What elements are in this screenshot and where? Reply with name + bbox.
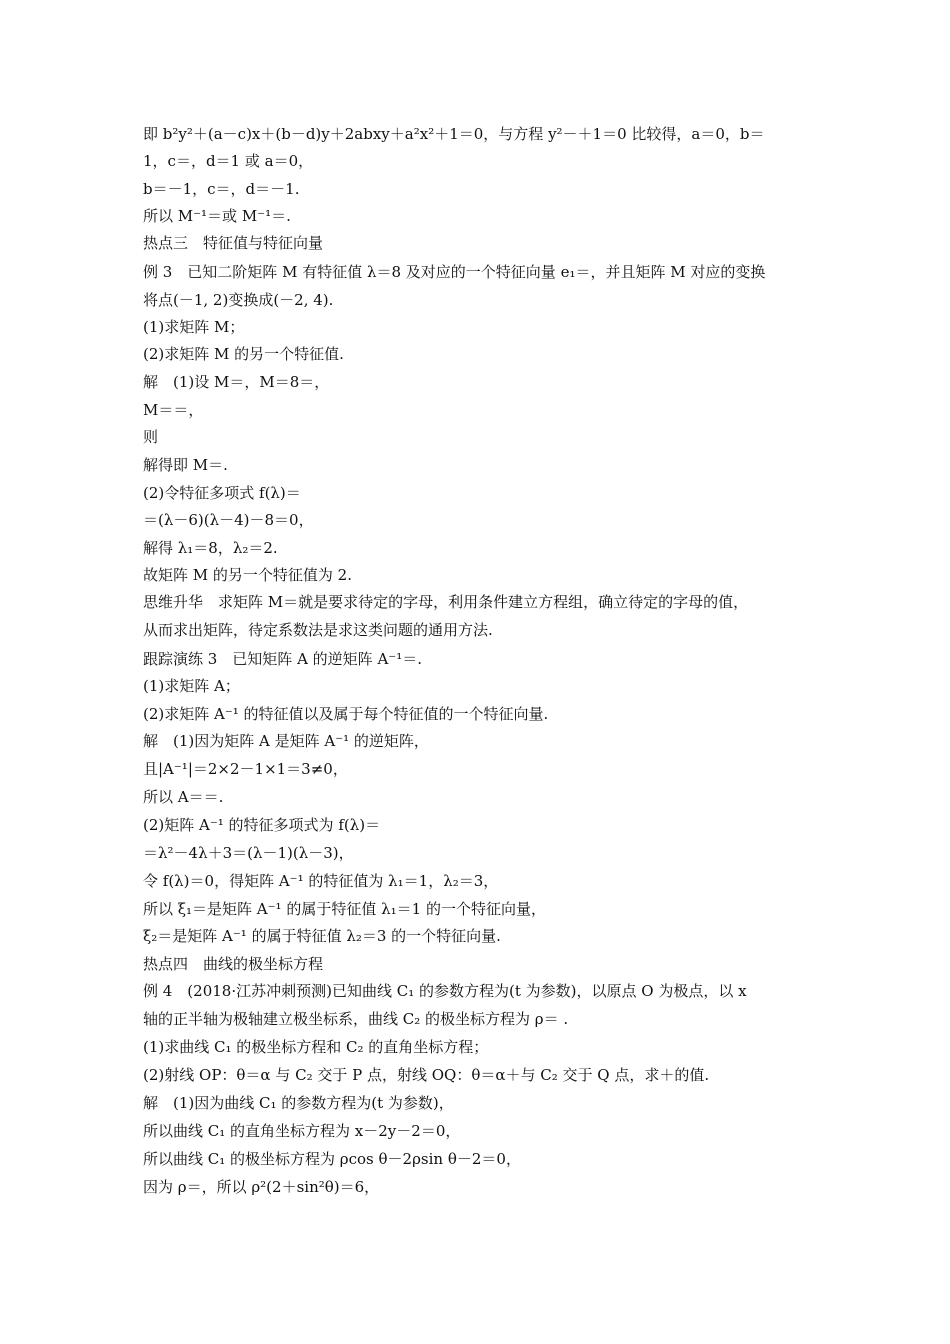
text-line: (2)求矩阵 M 的另一个特征值. <box>143 345 344 363</box>
text-line: 将点(－1, 2)变换成(－2, 4). <box>143 291 334 309</box>
text-line: 轴的正半轴为极轴建立极坐标系，曲线 C₂ 的极坐标方程为 ρ＝ . <box>143 1010 569 1028</box>
text-line: 故矩阵 M 的另一个特征值为 2. <box>143 566 352 584</box>
section-heading: 热点三 特征值与特征向量 <box>143 234 324 252</box>
text-line: 解得即 M＝. <box>143 456 228 474</box>
text-line: 所以 M⁻¹＝或 M⁻¹＝. <box>143 207 291 225</box>
text-line: (2)求矩阵 A⁻¹ 的特征值以及属于每个特征值的一个特征向量. <box>143 705 549 723</box>
text-line: 解 (1)设 M＝，M＝8＝， <box>143 373 330 391</box>
text-line: 思维升华 求矩阵 M＝就是要求待定的字母，利用条件建立方程组，确立待定的字母的值， <box>143 593 749 611</box>
text-line: (1)求矩阵 A； <box>143 677 240 695</box>
text-line: 且|A⁻¹|＝2×2－1×1＝3≠0， <box>143 760 348 778</box>
text-line: 从而求出矩阵，待定系数法是求这类问题的通用方法. <box>143 621 493 639</box>
text-line: (2)令特征多项式 f(λ)＝ <box>143 484 301 502</box>
text-line: 即 b²y²＋(a－c)x＋(b－d)y＋2abxy＋a²x²＋1＝0，与方程 y²－＋1＝0 比较得，a＝0，b＝ <box>143 125 765 143</box>
text-line: 令 f(λ)＝0，得矩阵 A⁻¹ 的特征值为 λ₁＝1，λ₂＝3， <box>143 872 499 890</box>
text-line: 因为 ρ＝，所以 ρ²(2＋sin²θ)＝6， <box>143 1178 380 1196</box>
text-line: 所以曲线 C₁ 的直角坐标方程为 x－2y－2＝0， <box>143 1122 461 1140</box>
text-line: 解 (1)因为矩阵 A 是矩阵 A⁻¹ 的逆矩阵， <box>143 732 429 750</box>
section-heading: 热点四 曲线的极坐标方程 <box>143 955 324 973</box>
text-line: (1)求矩阵 M； <box>143 318 245 336</box>
text-line: ＝λ²－4λ＋3＝(λ－1)(λ－3)， <box>143 844 354 862</box>
text-line: 所以 A＝＝. <box>143 788 224 806</box>
text-line: 解 (1)因为曲线 C₁ 的参数方程为(t 为参数)， <box>143 1094 454 1112</box>
text-line: 跟踪演练 3 已知矩阵 A 的逆矩阵 A⁻¹＝. <box>143 650 422 668</box>
text-line: 则 <box>143 428 159 446</box>
text-line: 例 4 (2018·江苏冲刺预测)已知曲线 C₁ 的参数方程为(t 为参数)，以原点 O 为极点，以 x <box>143 982 747 1000</box>
text-line: (1)求曲线 C₁ 的极坐标方程和 C₂ 的直角坐标方程； <box>143 1038 489 1056</box>
text-line: ＝(λ－6)(λ－4)－8＝0， <box>143 511 314 529</box>
text-line: 1，c＝，d＝1 或 a＝0， <box>143 152 314 170</box>
text-line: 解得 λ₁＝8，λ₂＝2. <box>143 539 278 557</box>
text-line: (2)射线 OP：θ＝α 与 C₂ 交于 P 点，射线 OQ：θ＝α＋与 C₂ 交于 Q 点，求＋的值. <box>143 1066 710 1084</box>
text-line: 所以 ξ₁＝是矩阵 A⁻¹ 的属于特征值 λ₁＝1 的一个特征向量， <box>143 900 546 918</box>
text-line: ξ₂＝是矩阵 A⁻¹ 的属于特征值 λ₂＝3 的一个特征向量. <box>143 927 501 945</box>
text-line: M＝＝， <box>143 401 204 419</box>
text-line: b＝－1，c＝，d＝－1. <box>143 180 300 198</box>
text-line: 例 3 已知二阶矩阵 M 有特征值 λ＝8 及对应的一个特征向量 e₁＝，并且矩阵 M 对应的变换 <box>143 263 766 281</box>
text-line: 所以曲线 C₁ 的极坐标方程为 ρcos θ－2ρsin θ－2＝0， <box>143 1150 521 1168</box>
text-line: (2)矩阵 A⁻¹ 的特征多项式为 f(λ)＝ <box>143 816 381 834</box>
